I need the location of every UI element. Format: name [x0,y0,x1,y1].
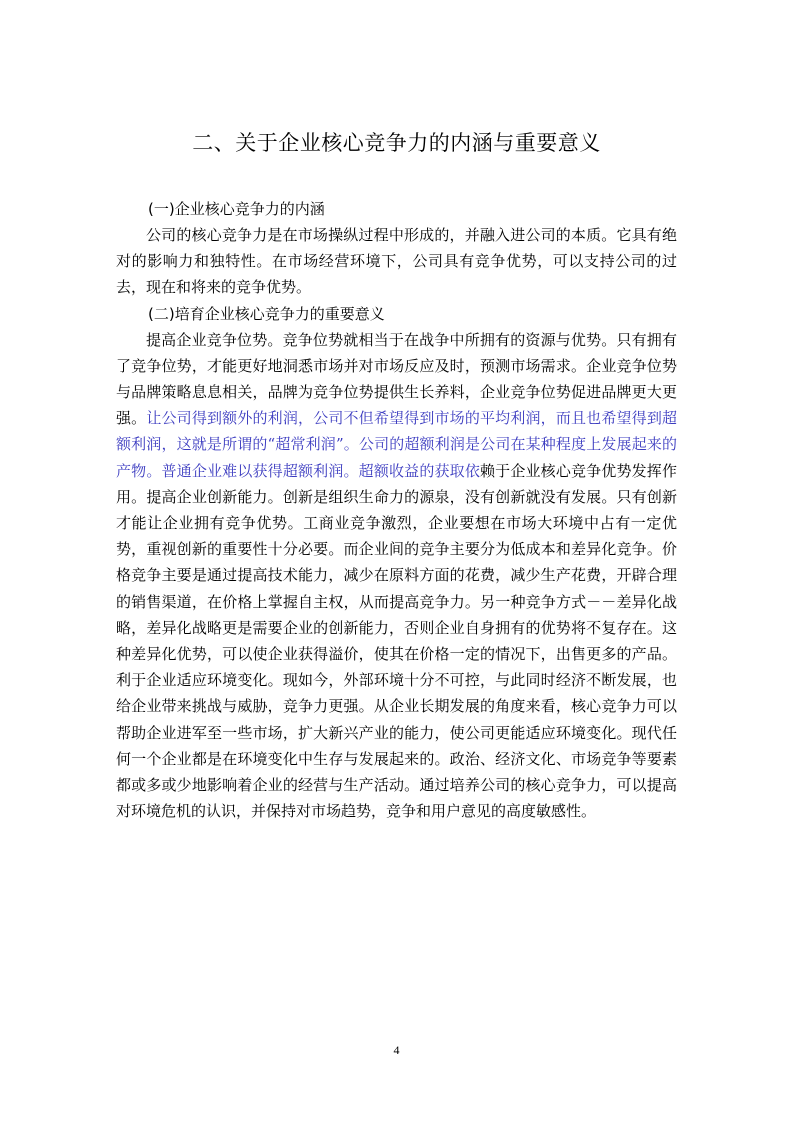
paragraph-text-continued: 赖于企业核心竞争优势发挥作用。提高企业创新能力。创新是组织生命力的源泉，没有创新就没有发展。只有创新才能让企业拥有竞争优势。工商业竞争激烈，企业要想在市场大环境中占有一定优势，重视创新的重要性十分必要。而企业间的竞争主要分为低成本和差异化竞争。价格竞争主要是通过提高技术能力，减少在原料方面的花费，减少生产花费，开辟合理的销售渠道，在价格上掌握自主权，从而提高竞争力。另一种竞争方式－－差异化战略，差异化战略更是需要企业的创新能力，否则企业自身拥有的优势将不复存在。这种差异化优势，可以使企业获得溢价，使其在价格一定的情况下，出售更多的产品。利于企业适应环境变化。现如今，外部环境十分不可控，与此同时经济不断发展，也给企业带来挑战与威胁，竞争力更强。从企业长期发展的角度来看，核心竞争力可以帮助企业进军至一些市场，扩大新兴产业的能力，使公司更能适应环境变化。现代任何一个企业都是在环境变化中生存与发展起来的。政治、经济文化、市场竞争等要素都或多或少地影响着企业的经营与生产活动。通过培养公司的核心竞争力，可以提高对环境危机的认识，并保持对市场趋势，竞争和用户意见的高度敏感性。 [116,461,677,821]
section-heading-1: (一)企业核心竞争力的内涵 [148,200,325,218]
section-paragraph-1: 公司的核心竞争力是在市场操纵过程中形成的，并融入进公司的本质。它具有绝对的影响力和独特性。在市场经营环境下，公司具有竞争优势，可以支持公司的过去，现在和将来的竞争优势。 [116,226,677,297]
page-number: 4 [393,1043,400,1057]
section-paragraph-2 [116,327,677,825]
page-title: 二、关于企业核心竞争力的内涵与重要意义 [192,131,601,155]
document-body [116,196,677,824]
highlighted-text: 让公司得到额外的利润，公司不但希望得到市场的平均利润，而且也希望得到超额利润，这就是所谓的“超常利润”。公司的超额利润是公司在某种程度上发展起来的产物。普通企业难以获得超额利润。超额收益的获取依 [116,409,677,480]
section-heading-2: (二)培育企业核心竞争力的重要意义 [148,304,385,323]
paragraph-text: 提高企业竞争位势。竞争位势就相当于在战争中所拥有的资源与优势。只有拥有了竞争位势，才能更好地洞悉市场并对市场反应及时，预测市场需求。企业竞争位势与品牌策略息息相关，品牌为竞争位势提供生长养料，企业竞争位势促进品牌更大更强。 [116,330,677,428]
